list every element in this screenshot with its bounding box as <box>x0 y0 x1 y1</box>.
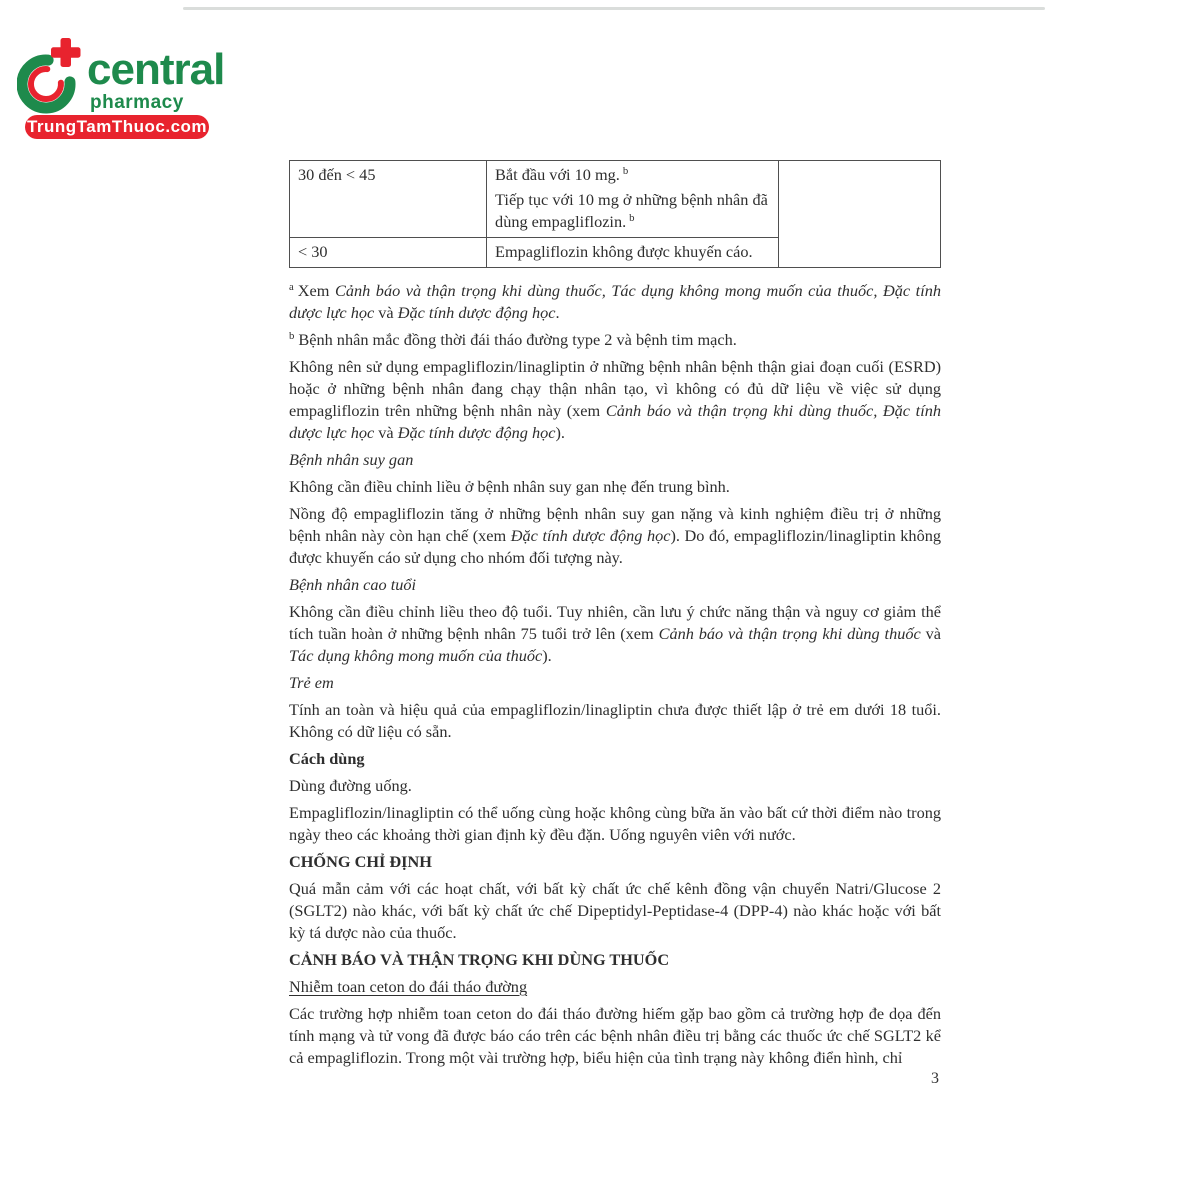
renal-range-cell: < 30 <box>290 238 487 268</box>
heading-children: Trẻ em <box>289 673 334 692</box>
scan-artifact-line <box>183 7 1045 10</box>
heading-administration: Cách dùng <box>289 749 365 768</box>
cross-reference: Cảnh báo và thận trọng khi dùng thuốc, Tác dụng không mong muốn của thuốc, Đặc tính dược lực học <box>289 281 942 322</box>
dose-line <box>495 164 770 186</box>
empty-cell <box>779 161 941 268</box>
body-text: ). Do đó, empagliflozin/linagliptin không được khuyến cáo sử dụng cho nhóm đối tượng này. <box>289 526 941 567</box>
renal-range-cell: 30 đến < 45 <box>290 161 487 238</box>
paragraph-administration: Empagliflozin/linagliptin có thể uống cùng hoặc không cùng bữa ăn vào bất cứ thời điểm nào trong ngày theo các khoảng thời gian định kỳ đều đặn. Uống nguyên viên với nước. <box>289 803 941 844</box>
body-text: Nồng độ empagliflozin tăng ở những bệnh nhân suy gan nặng và kinh nghiệm điều trị ở những bệnh nhân này còn hạn chế (xem <box>289 504 941 545</box>
heading-contraindications: CHỐNG CHỈ ĐỊNH <box>289 852 432 871</box>
dose-text: Tiếp tục với 10 mg ở những bệnh nhân đã dùng empagliflozin. <box>495 190 768 231</box>
cross-reference: Cảnh báo và thận trọng khi dùng thuốc, Đặc tính dược lực học <box>289 401 941 442</box>
cross-reference: Cảnh báo và thận trọng khi dùng thuốc <box>658 624 921 643</box>
footnote-ref-b: b <box>622 164 629 177</box>
footnote-ref-b: b <box>629 211 635 224</box>
body-text: và <box>374 423 398 442</box>
footnote-text: Bệnh nhân mắc đồng thời đái tháo đường type 2 và bệnh tim mạch. <box>298 330 737 349</box>
dose-cell: Empagliflozin không được khuyến cáo. <box>487 238 779 268</box>
paragraph-oral-route: Dùng đường uống. <box>289 776 412 795</box>
cross-reference: Đặc tính dược động học <box>397 303 556 322</box>
brand-site-badge: TrungTamThuoc.com <box>25 115 209 139</box>
paragraph-children: Tính an toàn và hiệu quả của empagliflozin/linagliptin chưa được thiết lập ở trẻ em dưới 18 tuổi. Không có dữ liệu có sẵn. <box>289 700 941 741</box>
page-number: 3 <box>931 1070 939 1087</box>
footnote-marker-b: b <box>289 329 295 342</box>
footnote-marker-a: a <box>289 280 294 293</box>
paragraph-contraindications: Quá mẫn cảm với các hoạt chất, với bất kỳ chất ức chế kênh đồng vận chuyển Natri/Glucose 2 (SGLT2) nào khác, với bất kỳ chất ức chế Dipeptidyl-Peptidase-4 (DPP-4) nào khác hoặc với bất kỳ tá dược nào của thuốc. <box>289 879 941 942</box>
pharmacy-c-cross-icon <box>17 38 83 116</box>
body-text: ). <box>542 646 552 665</box>
footnote-a <box>289 280 941 324</box>
heading-elderly: Bệnh nhân cao tuổi <box>289 575 417 594</box>
dose-cell <box>487 161 779 238</box>
cross-reference: Đặc tính dược động học <box>397 423 556 442</box>
dose-table <box>289 160 941 268</box>
paragraph-ketoacidosis: Các trường hợp nhiễm toan ceton do đái tháo đường hiếm gặp bao gồm cả trường hợp đe dọa đến tính mạng và tử vong đã được báo cáo trên các bệnh nhân điều trị bằng các thuốc ức chế SGLT2 kể cả empagliflozin. Trong một vài trường hợp, biểu hiện của tình trạng này không điển hình, chỉ <box>289 1004 941 1067</box>
dose-text: Bắt đầu với 10 mg. <box>495 165 620 184</box>
brand-name: central <box>87 45 225 94</box>
brand-logo <box>17 38 237 140</box>
brand-tagline: pharmacy <box>90 92 184 113</box>
footnote-text: . <box>555 303 560 322</box>
table-row <box>290 161 941 238</box>
paragraph-liver-2 <box>289 503 941 569</box>
footnote-text: Xem <box>297 281 335 300</box>
body-text: Không nên sử dụng empagliflozin/linagliptin ở những bệnh nhân bệnh thận giai đoạn cuối (ESRD) hoặc ở những bệnh nhân đang chạy thận nhân tạo, vì không có đủ dữ liệu về việc sử dụng empagliflozin trên những bệnh nhân này (xem <box>289 357 941 420</box>
heading-liver-impairment: Bệnh nhân suy gan <box>289 450 414 469</box>
paragraph-liver-1: Không cần điều chỉnh liều ở bệnh nhân suy gan nhẹ đến trung bình. <box>289 477 730 496</box>
document-body <box>289 160 941 1074</box>
paragraph-elderly <box>289 601 941 667</box>
footnote-text: và <box>374 303 398 322</box>
body-text: và <box>920 624 941 643</box>
footnote-b <box>289 329 941 351</box>
cross-reference: Tác dụng không mong muốn của thuốc <box>289 646 543 665</box>
paragraph-esrd <box>289 356 941 444</box>
body-text: Không cần điều chỉnh liều theo độ tuổi. Tuy nhiên, cần lưu ý chức năng thận và nguy cơ giảm thể tích tuần hoàn ở những bệnh nhân 75 tuổi trở lên (xem <box>289 602 941 643</box>
dose-line <box>495 189 770 233</box>
heading-ketoacidosis: Nhiễm toan ceton do đái tháo đường <box>289 977 528 996</box>
cross-reference: Đặc tính dược động học <box>510 526 671 545</box>
body-text: ). <box>555 423 565 442</box>
heading-warnings: CẢNH BÁO VÀ THẬN TRỌNG KHI DÙNG THUỐC <box>289 950 670 969</box>
